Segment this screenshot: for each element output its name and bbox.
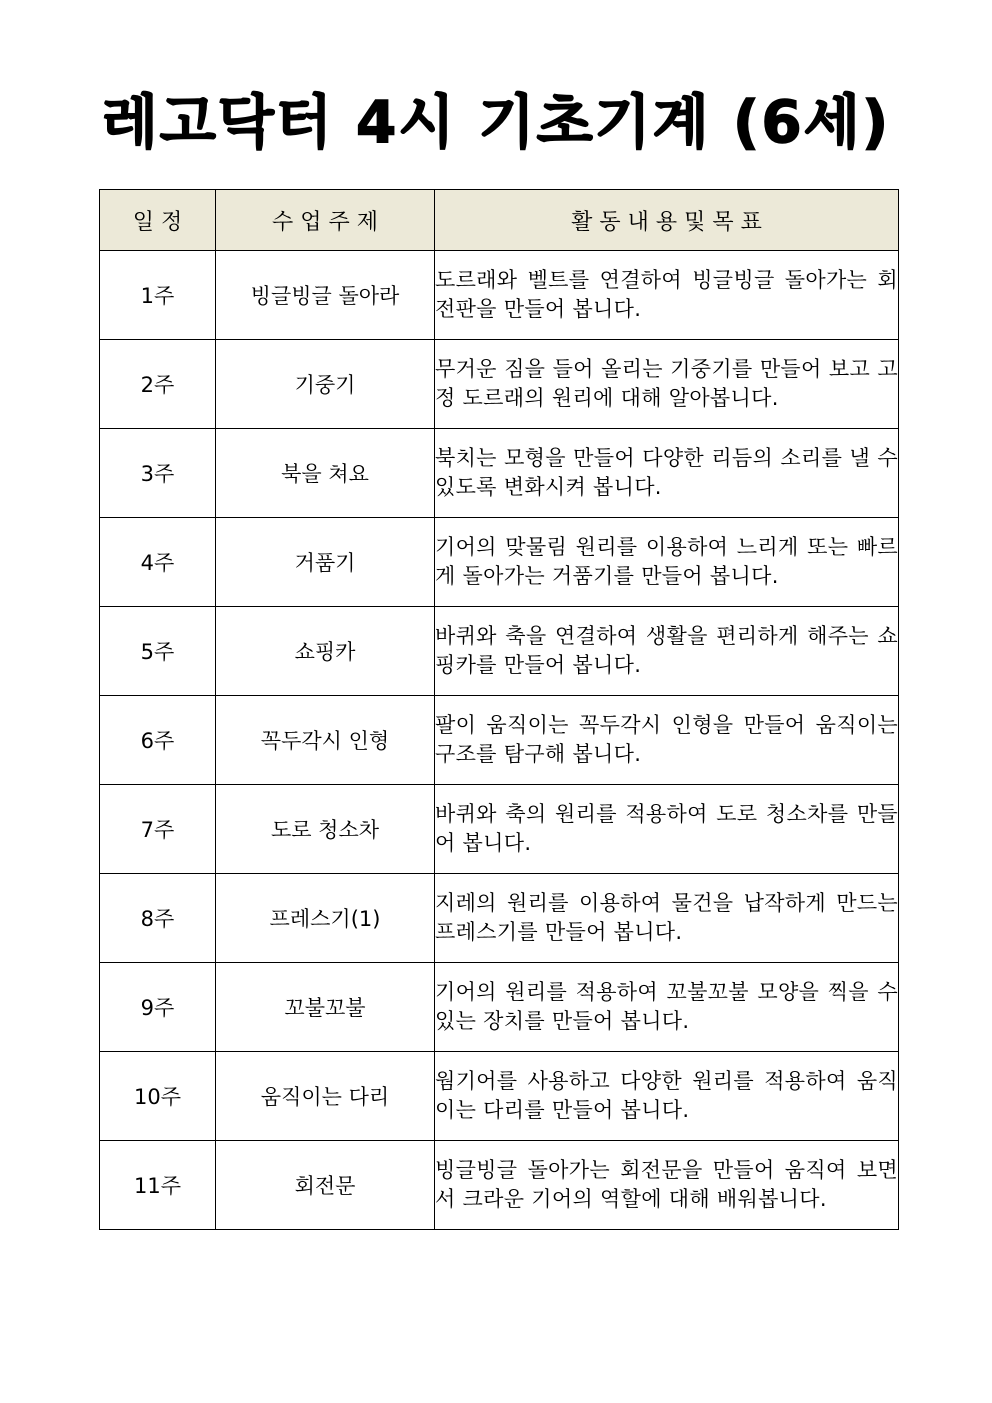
- topic-cell: 움직이는 다리: [216, 1052, 435, 1141]
- week-cell: 10주: [100, 1052, 216, 1141]
- header-topic: 수 업 주 제: [216, 190, 435, 251]
- description-cell: 무거운 짐을 들어 올리는 기중기를 만들어 보고 고정 도르래의 원리에 대해 알아봅니다.: [435, 340, 899, 429]
- topic-cell: 기중기: [216, 340, 435, 429]
- table-row: [100, 874, 899, 963]
- week-cell: 9주: [100, 963, 216, 1052]
- description-cell: 팔이 움직이는 꼭두각시 인형을 만들어 움직이는 구조를 탐구해 봅니다.: [435, 696, 899, 785]
- week-cell: 7주: [100, 785, 216, 874]
- table-row: [100, 696, 899, 785]
- description-cell: 빙글빙글 돌아가는 회전문을 만들어 움직여 보면서 크라운 기어의 역할에 대해 배워봅니다.: [435, 1141, 899, 1230]
- week-cell: 8주: [100, 874, 216, 963]
- description-cell: 기어의 맞물림 원리를 이용하여 느리게 또는 빠르게 돌아가는 거품기를 만들어 봅니다.: [435, 518, 899, 607]
- topic-cell: 회전문: [216, 1141, 435, 1230]
- topic-cell: 프레스기(1): [216, 874, 435, 963]
- table-row: [100, 1141, 899, 1230]
- week-cell: 4주: [100, 518, 216, 607]
- curriculum-table: [99, 189, 899, 1230]
- table-header-row: [100, 190, 899, 251]
- topic-cell: 꼭두각시 인형: [216, 696, 435, 785]
- topic-cell: 북을 쳐요: [216, 429, 435, 518]
- table-row: [100, 518, 899, 607]
- header-activity: 활 동 내 용 및 목 표: [435, 190, 899, 251]
- table-row: [100, 607, 899, 696]
- description-cell: 도르래와 벨트를 연결하여 빙글빙글 돌아가는 회전판을 만들어 봅니다.: [435, 251, 899, 340]
- week-cell: 11주: [100, 1141, 216, 1230]
- topic-cell: 도로 청소차: [216, 785, 435, 874]
- topic-cell: 빙글빙글 돌아라: [216, 251, 435, 340]
- description-cell: 지레의 원리를 이용하여 물건을 납작하게 만드는 프레스기를 만들어 봅니다.: [435, 874, 899, 963]
- week-cell: 1주: [100, 251, 216, 340]
- description-cell: 바퀴와 축을 연결하여 생활을 편리하게 해주는 쇼핑카를 만들어 봅니다.: [435, 607, 899, 696]
- table-row: [100, 340, 899, 429]
- topic-cell: 거품기: [216, 518, 435, 607]
- week-cell: 5주: [100, 607, 216, 696]
- week-cell: 3주: [100, 429, 216, 518]
- table-row: [100, 251, 899, 340]
- topic-cell: 쇼핑카: [216, 607, 435, 696]
- header-schedule: 일 정: [100, 190, 216, 251]
- week-cell: 6주: [100, 696, 216, 785]
- table-row: [100, 963, 899, 1052]
- description-cell: 북치는 모형을 만들어 다양한 리듬의 소리를 낼 수 있도록 변화시켜 봅니다.: [435, 429, 899, 518]
- table-row: [100, 785, 899, 874]
- table-row: [100, 429, 899, 518]
- table-row: [100, 1052, 899, 1141]
- description-cell: 바퀴와 축의 원리를 적용하여 도로 청소차를 만들어 봅니다.: [435, 785, 899, 874]
- description-cell: 기어의 원리를 적용하여 꼬불꼬불 모양을 찍을 수 있는 장치를 만들어 봅니다.: [435, 963, 899, 1052]
- topic-cell: 꼬불꼬불: [216, 963, 435, 1052]
- page-title: 레고닥터 4시 기초기계 (6세): [101, 88, 891, 156]
- description-cell: 웜기어를 사용하고 다양한 원리를 적용하여 움직이는 다리를 만들어 봅니다.: [435, 1052, 899, 1141]
- week-cell: 2주: [100, 340, 216, 429]
